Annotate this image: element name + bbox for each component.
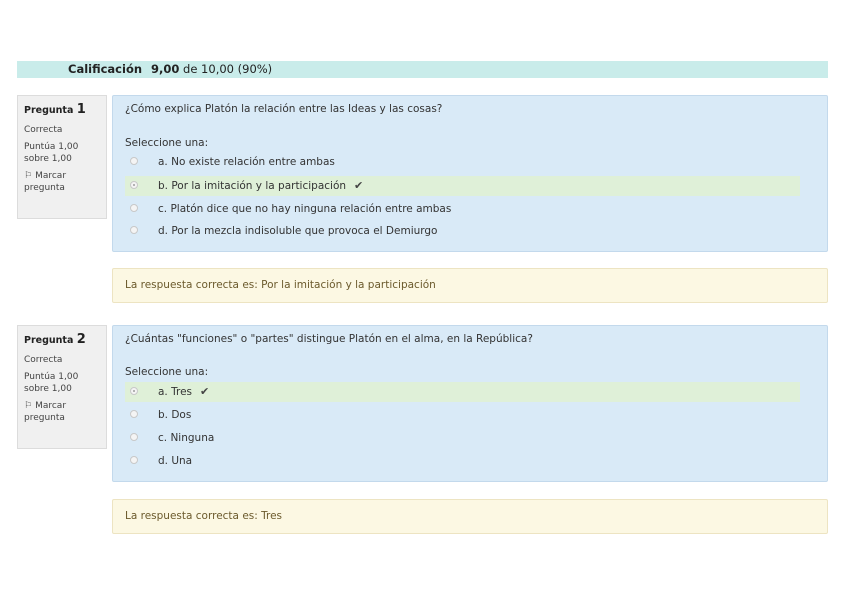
question-formulation-1 (112, 95, 828, 252)
checkmark-icon: ✔ (354, 179, 364, 192)
answer-option-d[interactable] (125, 451, 800, 471)
answer-option-a[interactable] (125, 152, 800, 172)
answer-option-c[interactable] (125, 428, 800, 448)
grade-label: Calificación (68, 62, 143, 76)
radio-icon[interactable] (130, 157, 138, 165)
correct-answer-feedback-2: La respuesta correcta es: Tres (112, 499, 828, 534)
answer-label: b. Dos (158, 409, 192, 421)
radio-icon[interactable] (130, 433, 138, 441)
answer-prompt: Seleccione una: (125, 366, 209, 378)
question-score: Puntúa 1,00 sobre 1,00 (24, 371, 79, 394)
question-info-1 (17, 95, 107, 219)
question-text: ¿Cómo explica Platón la relación entre las Ideas y las cosas? (125, 103, 443, 115)
question-formulation-2 (112, 325, 828, 482)
radio-icon[interactable] (130, 181, 138, 189)
radio-icon[interactable] (130, 226, 138, 234)
answer-prompt: Seleccione una: (125, 137, 209, 149)
answer-label: a. Tres (158, 386, 192, 398)
grade-total: de 10,00 (90%) (183, 62, 273, 76)
answer-label: c. Ninguna (158, 432, 215, 444)
answer-label: c. Platón dice que no hay ninguna relación entre ambas (158, 203, 452, 215)
flag-question-link[interactable]: ⚐ Marcar pregunta (24, 400, 67, 424)
answer-label: d. Por la mezcla indisoluble que provoca el Demiurgo (158, 225, 438, 237)
question-number-label: Pregunta 2 (24, 332, 86, 347)
answer-option-a[interactable] (125, 382, 800, 402)
flag-icon: ⚐ (24, 170, 33, 181)
question-text: ¿Cuántas "funciones" o "partes" distingue Platón en el alma, en la República? (125, 333, 533, 345)
correct-answer-feedback-1: La respuesta correcta es: Por la imitación y la participación (112, 268, 828, 303)
radio-icon[interactable] (130, 410, 138, 418)
answer-option-b[interactable] (125, 176, 800, 196)
answer-option-b[interactable] (125, 405, 800, 425)
grade-value (151, 61, 272, 78)
flag-icon: ⚐ (24, 400, 33, 411)
answer-label-group (158, 176, 363, 196)
radio-icon[interactable] (130, 456, 138, 464)
grade-score: 9,00 (151, 62, 180, 76)
question-info-2 (17, 325, 107, 449)
question-status: Correcta (24, 354, 63, 365)
radio-icon[interactable] (130, 204, 138, 212)
answer-option-d[interactable] (125, 221, 800, 241)
radio-icon[interactable] (130, 387, 138, 395)
answer-label-group (158, 382, 209, 402)
answer-label: a. No existe relación entre ambas (158, 156, 335, 168)
checkmark-icon: ✔ (200, 385, 210, 398)
question-number-label: Pregunta 1 (24, 102, 86, 117)
question-status: Correcta (24, 124, 63, 135)
question-score: Puntúa 1,00 sobre 1,00 (24, 141, 79, 164)
answer-label: d. Una (158, 455, 193, 467)
answer-label: b. Por la imitación y la participación (158, 180, 347, 192)
grade-summary-bar (17, 61, 828, 78)
flag-question-link[interactable]: ⚐ Marcar pregunta (24, 170, 67, 194)
answer-option-c[interactable] (125, 199, 800, 219)
